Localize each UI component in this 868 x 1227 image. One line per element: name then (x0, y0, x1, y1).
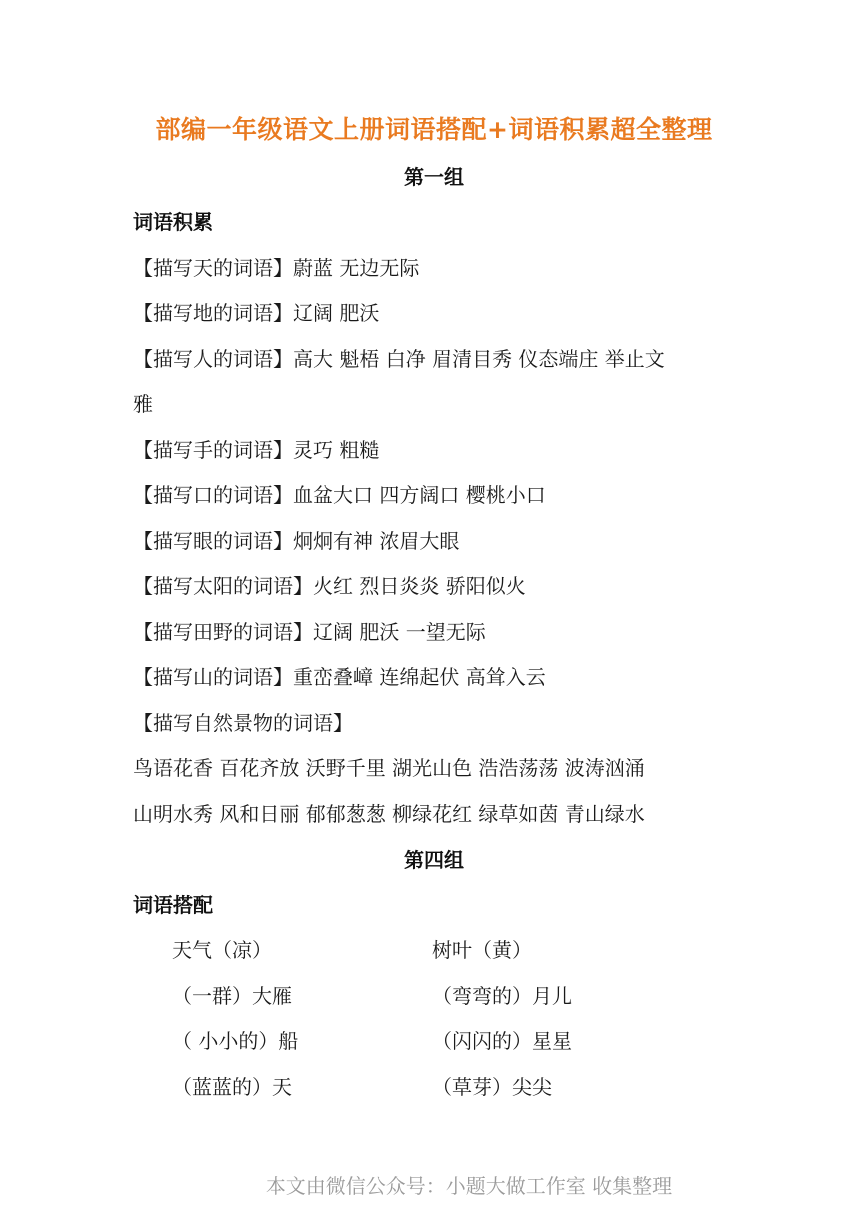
collocation-right: 树叶（黄） (432, 938, 532, 962)
section-heading-collocation: 词语搭配 (133, 893, 213, 917)
vocab-line: 【描写口的词语】血盆大口 四方阔口 樱桃小口 (133, 483, 546, 507)
vocab-line: 鸟语花香 百花齐放 沃野千里 湖光山色 浩浩荡荡 波涛汹涌 (133, 756, 645, 780)
vocab-line: 【描写手的词语】灵巧 粗糙 (133, 438, 380, 462)
vocab-line: 【描写山的词语】重峦叠嶂 连绵起伏 高耸入云 (133, 665, 546, 689)
vocab-line: 山明水秀 风和日丽 郁郁葱葱 柳绿花红 绿草如茵 青山绿水 (133, 802, 645, 826)
collocation-right: （闪闪的）星星 (432, 1029, 572, 1053)
collocation-right: （弯弯的）月儿 (432, 984, 572, 1008)
group-heading-1: 第一组 (404, 165, 464, 189)
vocab-line: 雅 (133, 392, 153, 416)
vocab-line: 【描写自然景物的词语】 (133, 711, 353, 735)
group-heading-4: 第四组 (404, 848, 464, 872)
vocab-line: 【描写太阳的词语】火红 烈日炎炎 骄阳似火 (133, 574, 526, 598)
document-title: 部编一年级语文上册词语搭配+词语积累超全整理 (155, 115, 713, 144)
collocation-left: （ 小小的）船 (172, 1029, 299, 1053)
vocab-line: 【描写田野的词语】辽阔 肥沃 一望无际 (133, 620, 486, 644)
collocation-left: （蓝蓝的）天 (172, 1075, 292, 1099)
section-heading-vocabulary: 词语积累 (133, 210, 213, 234)
vocab-line: 【描写天的词语】蔚蓝 无边无际 (133, 256, 420, 280)
vocab-line: 【描写人的词语】高大 魁梧 白净 眉清目秀 仪态端庄 举止文 (133, 347, 665, 371)
footer-watermark: 本文由微信公众号：小题大做工作室 收集整理 (265, 1174, 673, 1198)
vocab-line: 【描写地的词语】辽阔 肥沃 (133, 301, 380, 325)
collocation-left: 天气（凉） (172, 938, 272, 962)
vocab-line: 【描写眼的词语】炯炯有神 浓眉大眼 (133, 529, 460, 553)
collocation-left: （一群）大雁 (172, 984, 292, 1008)
collocation-right: （草芽）尖尖 (432, 1075, 552, 1099)
